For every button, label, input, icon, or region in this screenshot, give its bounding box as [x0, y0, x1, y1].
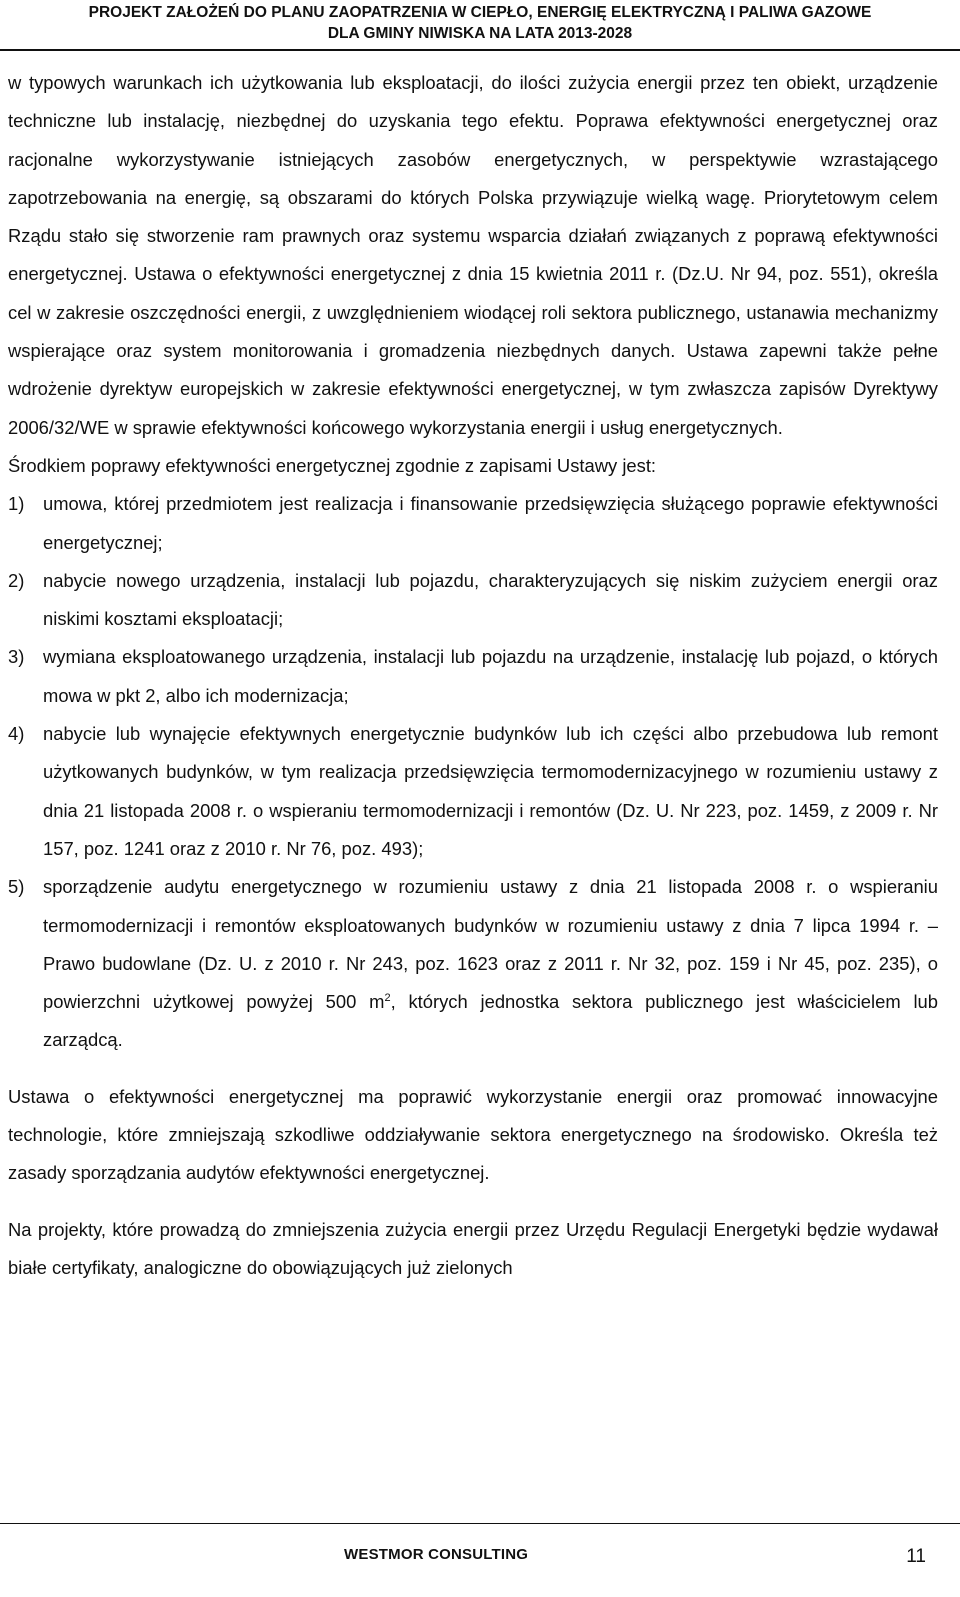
list-text-end: , których jednostka sektora publicznego jest właścicielem lub zarządcą.	[43, 991, 938, 1051]
list-item	[8, 485, 938, 562]
list-number: 2)	[8, 569, 25, 591]
page-number: 11	[906, 1546, 926, 1567]
list-number: 1)	[8, 493, 25, 515]
superscript-2: 2	[384, 992, 391, 1004]
list-text: wymiana eksploatowanego urządzenia, instalacji lub pojazdu na urządzenie, instalację lub pojazd, o których mowa w pkt 2, albo ich modernizacja;	[43, 646, 938, 706]
header-divider	[0, 49, 960, 51]
paragraph-white-certificates: Na projekty, które prowadzą do zmniejszenia zużycia energii przez Urzędu Regulacji Energetyki będzie wydawał białe certyfikaty, analogiczne do obowiązujących już zielonych	[8, 1218, 938, 1278]
paragraph-measures-lead: Środkiem poprawy efektywności energetycznej zgodnie z zapisami Ustawy jest:	[8, 454, 657, 476]
list-item	[8, 715, 938, 868]
list-text: sporządzenie audytu energetycznego w rozumieniu ustawy z dnia 21 listopada 2008 r. o wspieraniu termomodernizacji i remontów eksploatowanych budynków w rozumieniu ustawy z dnia 7 lipca 1994 r. – Prawo budowlane (Dz. U. z 2010 r. Nr 243, poz. 1623 oraz z 2011 r. Nr 32, poz. 159 i Nr 45, poz. 235), o powierzchni użytkowej powyżej 500 m	[43, 876, 938, 1013]
page-header	[0, 0, 960, 52]
list-number: 5)	[8, 876, 25, 898]
list-text: umowa, której przedmiotem jest realizacja i finansowanie przedsięwzięcia służącego poprawie efektywności energetycznej;	[43, 493, 938, 553]
measures-list	[8, 485, 938, 1059]
document-body	[8, 64, 938, 1287]
list-item	[8, 562, 938, 639]
paragraph-efficiency-intro: w typowych warunkach ich użytkowania lub eksploatacji, do ilości zużycia energii przez ten obiekt, urządzenie techniczne lub instalację, niezbędnej do uzyskania tego efektu. Poprawa efektywności energetycznej oraz racjonalne wykorzystywanie istniejących zasobów energetycznych, w perspektywie wzrastającego zapotrzebowania na energię, są obszarami do których Polska przywiązuje wielką wagę. Priorytetowym celem Rządu stało się stworzenie ram prawnych oraz systemu wsparcia działań związanych z poprawą efektywności energetycznej. Ustawa o efektywności energetycznej z dnia 15 kwietnia 2011 r. (Dz.U. Nr 94, poz. 551), określa cel w zakresie oszczędności energii, z uwzględnieniem wiodącej roli sektora publicznego, ustanawia mechanizmy wspierające oraz system monitorowania i gromadzenia niezbędnych danych. Ustawa zapewni także pełne wdrożenie dyrektyw europejskich w zakresie efektywności energetycznej, w tym zwłaszcza zapisów Dyrektywy 2006/32/WE w sprawie efektywności końcowego wykorzystania energii i usług energetycznych.	[8, 72, 938, 438]
list-item	[8, 638, 938, 715]
list-text: nabycie nowego urządzenia, instalacji lub pojazdu, charakteryzujących się niskim zużyciem energii oraz niskimi kosztami eksploatacji;	[43, 569, 938, 630]
spacer	[8, 1060, 938, 1078]
paragraph-act-purpose: Ustawa o efektywności energetycznej ma poprawić wykorzystanie energii oraz promować innowacyjne technologie, które zmniejszają szkodliwe oddziaływanie sektora energetycznego na środowisko. Określa też zasady sporządzania audytów efektywności energetycznej.	[8, 1085, 938, 1184]
list-item	[8, 868, 938, 1059]
footer-divider	[0, 1523, 960, 1524]
list-text: nabycie lub wynajęcie efektywnych energetycznie budynków lub ich części albo przebudowa lub remont użytkowanych budynków, w tym realizacja przedsięwzięcia termomodernizacyjnego w rozumieniu ustawy z dnia 21 listopada 2008 r. o wspieraniu termomodernizacji i remontów (Dz. U. Nr 223, poz. 1459, z 2009 r. Nr 157, poz. 1241 oraz z 2010 r. Nr 76, poz. 493);	[43, 723, 938, 859]
list-number: 4)	[8, 723, 25, 745]
footer-company-name: WESTMOR CONSULTING	[344, 1546, 529, 1563]
header-title-line2: DLA GMINY NIWISKA NA LATA 2013-2028	[327, 25, 633, 42]
header-title-line1: PROJEKT ZAŁOŻEŃ DO PLANU ZAOPATRZENIA W CIEPŁO, ENERGIĘ ELEKTRYCZNĄ I PALIWA GAZOWE	[88, 4, 872, 21]
spacer	[8, 1193, 938, 1211]
list-number: 3)	[8, 646, 25, 668]
